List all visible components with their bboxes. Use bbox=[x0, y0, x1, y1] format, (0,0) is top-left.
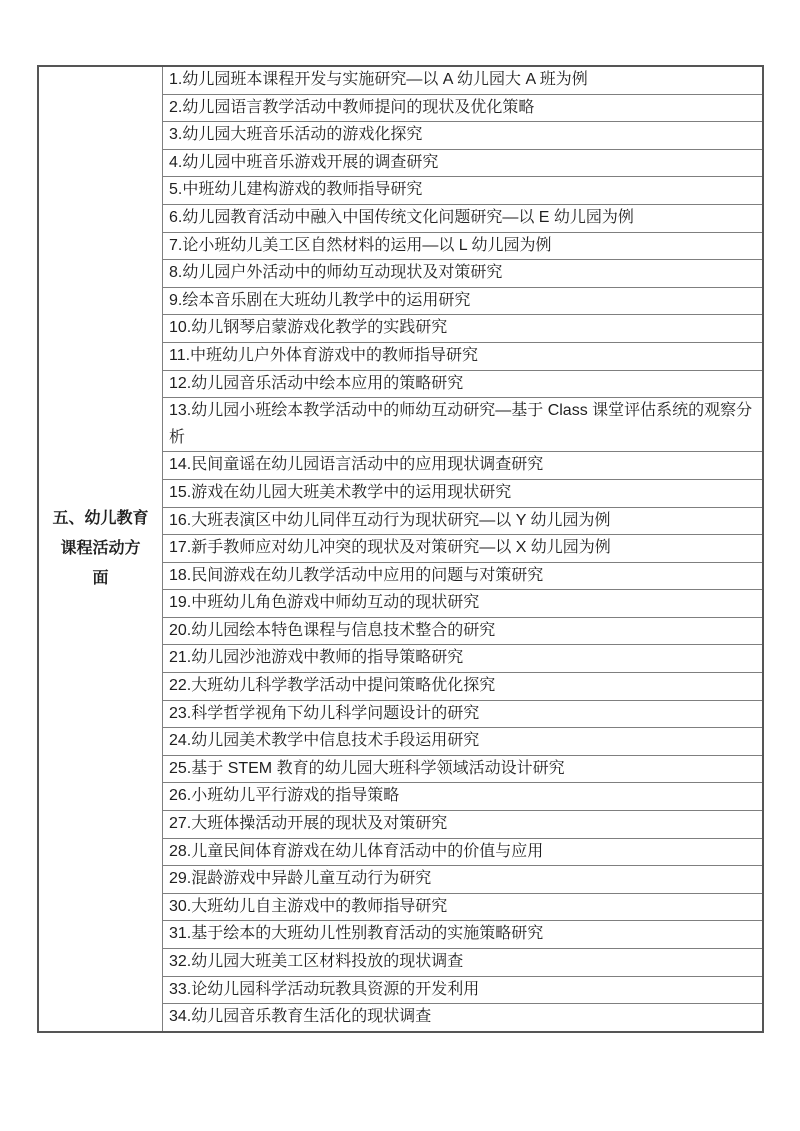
topic-text: 1.幼儿园班本课程开发与实施研究—以 A 幼儿园大 A 班为例 bbox=[169, 71, 588, 88]
table-row bbox=[163, 205, 762, 233]
category-label-line: 面 bbox=[92, 569, 109, 587]
topic-text: 16.大班表演区中幼儿同伴互动行为现状研究—以 Y 幼儿园为例 bbox=[169, 511, 611, 529]
topic-text: 32.幼儿园大班美工区材料投放的现状调查 bbox=[169, 953, 464, 970]
table-row bbox=[163, 783, 762, 811]
topic-text: 34.幼儿园音乐教育生活化的现状调查 bbox=[169, 1008, 432, 1026]
category-cell bbox=[39, 67, 163, 1031]
topic-text: 31.基于绘本的大班幼儿性别教育活动的实施策略研究 bbox=[169, 925, 544, 943]
topic-text: 6.幼儿园教育活动中融入中国传统文化问题研究—以 E 幼儿园为例 bbox=[169, 208, 634, 226]
table-row bbox=[163, 563, 762, 591]
table-row bbox=[163, 728, 762, 756]
topic-text: 10.幼儿钢琴启蒙游戏化教学的实践研究 bbox=[169, 319, 448, 337]
table-row bbox=[163, 371, 762, 399]
table-row bbox=[163, 977, 762, 1005]
table-row bbox=[163, 949, 762, 977]
topic-text: 22.大班幼儿科学教学活动中提问策略优化探究 bbox=[169, 677, 496, 695]
topic-text: 33.论幼儿园科学活动玩教具资源的开发利用 bbox=[169, 980, 480, 998]
topic-text: 24.幼儿园美术教学中信息技术手段运用研究 bbox=[169, 732, 480, 750]
topic-text: 20.幼儿园绘本特色课程与信息技术整合的研究 bbox=[169, 621, 496, 639]
topic-text: 17.新手教师应对幼儿冲突的现状及对策研究—以 X 幼儿园为例 bbox=[169, 539, 611, 557]
category-label-line: 五、幼儿教育 bbox=[52, 509, 149, 527]
table-row bbox=[163, 452, 762, 480]
topic-text: 3.幼儿园大班音乐活动的游戏化探究 bbox=[169, 126, 423, 144]
table-row bbox=[163, 95, 762, 123]
topic-text: 27.大班体操活动开展的现状及对策研究 bbox=[169, 815, 448, 833]
table-row bbox=[163, 1004, 762, 1031]
topic-text: 2.幼儿园语言教学活动中教师提问的现状及优化策略 bbox=[169, 98, 535, 116]
topic-text: 28.儿童民间体育游戏在幼儿体育活动中的价值与应用 bbox=[169, 842, 544, 860]
topic-text: 18.民间游戏在幼儿教学活动中应用的问题与对策研究 bbox=[169, 566, 544, 584]
table-row bbox=[163, 756, 762, 784]
topic-text: 7.论小班幼儿美工区自然材料的运用—以 L 幼儿园为例 bbox=[169, 236, 552, 254]
topic-text: 9.绘本音乐剧在大班幼儿教学中的运用研究 bbox=[169, 291, 471, 309]
topic-text: 30.大班幼儿自主游戏中的教师指导研究 bbox=[169, 897, 448, 915]
table-row bbox=[163, 618, 762, 646]
topic-text: 14.民间童谣在幼儿园语言活动中的应用现状调查研究 bbox=[169, 456, 544, 474]
table-row bbox=[163, 260, 762, 288]
table-row bbox=[163, 673, 762, 701]
topic-text: 19.中班幼儿角色游戏中师幼互动的现状研究 bbox=[169, 594, 480, 612]
topic-text: 15.游戏在幼儿园大班美术教学中的运用现状研究 bbox=[169, 483, 512, 501]
topic-text: 21.幼儿园沙池游戏中教师的指导策略研究 bbox=[169, 649, 464, 667]
table-row bbox=[163, 701, 762, 729]
table-row bbox=[163, 150, 762, 178]
topic-text: 13.幼儿园小班绘本教学活动中的师幼互动研究—基于 Class 课堂评估系统的观察分析 bbox=[169, 402, 753, 446]
topic-text: 23.科学哲学视角下幼儿科学问题设计的研究 bbox=[169, 704, 480, 722]
table-row bbox=[163, 122, 762, 150]
topic-text: 4.幼儿园中班音乐游戏开展的调查研究 bbox=[169, 153, 439, 171]
table-row bbox=[163, 839, 762, 867]
table-row bbox=[163, 343, 762, 371]
table-row bbox=[163, 233, 762, 261]
topics-column bbox=[163, 67, 762, 1031]
table-row bbox=[163, 67, 762, 95]
topic-text: 12.幼儿园音乐活动中绘本应用的策略研究 bbox=[169, 374, 464, 392]
table-row bbox=[163, 535, 762, 563]
category-label-line: 课程活动方 bbox=[60, 539, 141, 557]
table-row bbox=[163, 811, 762, 839]
table-row bbox=[163, 645, 762, 673]
table-row bbox=[163, 480, 762, 508]
table-row bbox=[163, 288, 762, 316]
table-row bbox=[163, 866, 762, 894]
topic-text: 25.基于 STEM 教育的幼儿园大班科学领域活动设计研究 bbox=[169, 759, 565, 777]
table-row bbox=[163, 508, 762, 536]
table-row bbox=[163, 921, 762, 949]
topics-table bbox=[37, 65, 764, 1033]
topic-text: 11.中班幼儿户外体育游戏中的教师指导研究 bbox=[169, 346, 479, 364]
topic-text: 29.混龄游戏中异龄儿童互动行为研究 bbox=[169, 870, 432, 888]
table-row bbox=[163, 177, 762, 205]
topic-text: 8.幼儿园户外活动中的师幼互动现状及对策研究 bbox=[169, 264, 503, 282]
table-row bbox=[163, 398, 762, 452]
table-row bbox=[163, 590, 762, 618]
topic-text: 5.中班幼儿建构游戏的教师指导研究 bbox=[169, 181, 423, 199]
table-row bbox=[163, 894, 762, 922]
topic-text: 26.小班幼儿平行游戏的指导策略 bbox=[169, 787, 400, 805]
table-row bbox=[163, 315, 762, 343]
